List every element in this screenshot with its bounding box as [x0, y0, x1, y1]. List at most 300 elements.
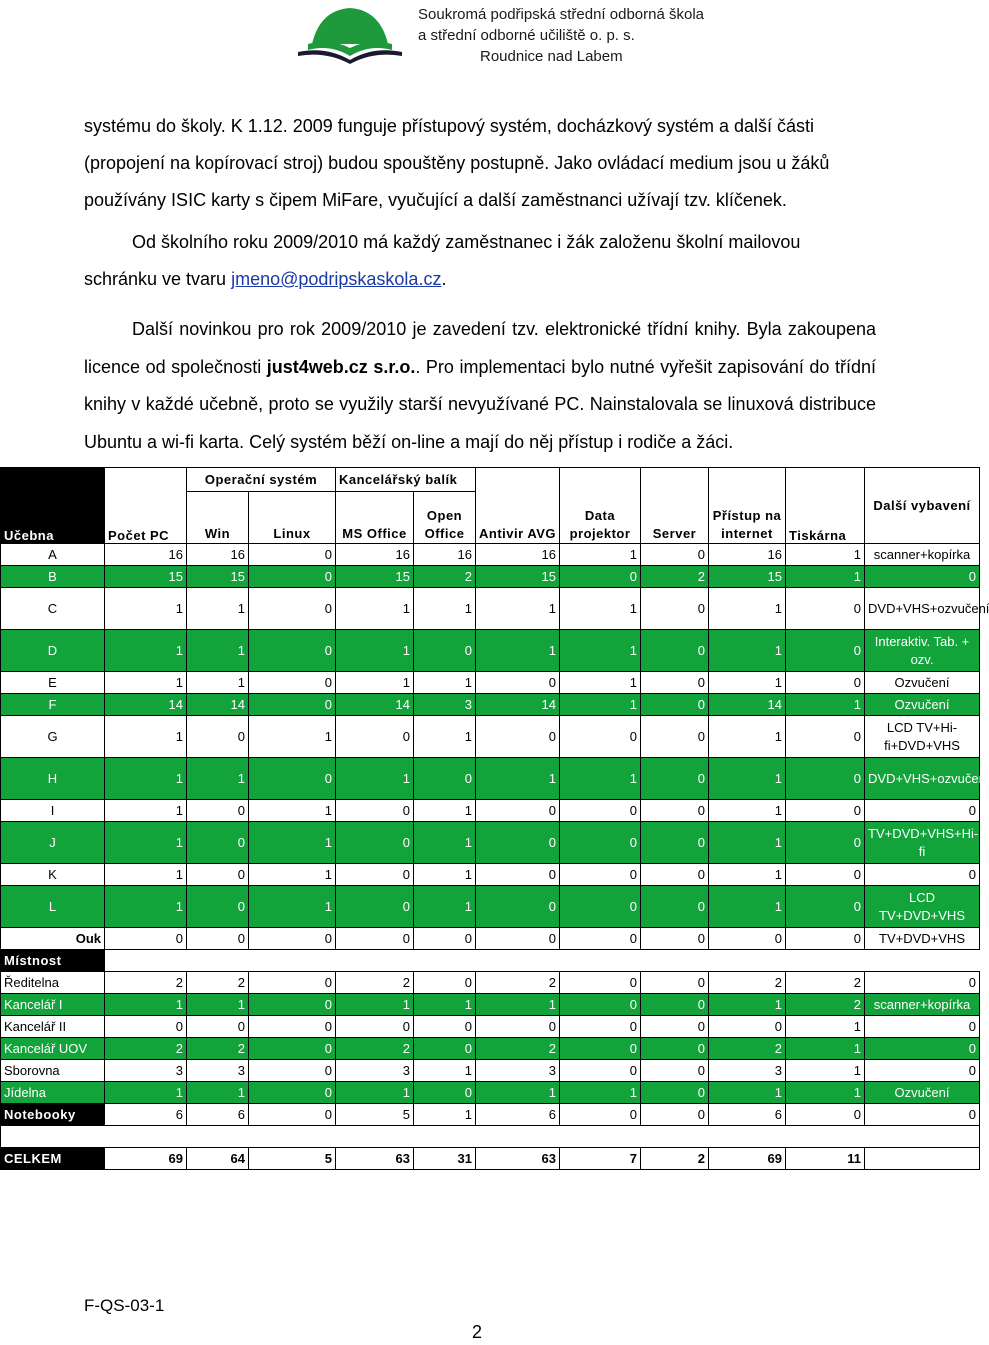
value-cell: 0	[249, 758, 336, 800]
extra-cell: 0	[865, 566, 980, 588]
extra-cell: 0	[865, 864, 980, 886]
value-cell: 0	[187, 928, 249, 950]
extra-cell: Interaktiv. Tab. + ozv.	[865, 630, 980, 672]
value-cell: 1	[786, 1038, 865, 1060]
extra-cell: Ozvučení	[865, 672, 980, 694]
value-cell: 1	[709, 630, 786, 672]
value-cell: 0	[641, 630, 709, 672]
value-cell: 0	[249, 1082, 336, 1104]
value-cell: 1	[786, 544, 865, 566]
value-cell: 1	[105, 758, 187, 800]
table-row	[1, 886, 980, 928]
value-cell: 1	[105, 886, 187, 928]
total-cell: 69	[709, 1148, 786, 1170]
room-name-cell: Jídelna	[1, 1082, 105, 1104]
value-cell: 0	[249, 1060, 336, 1082]
total-cell: 69	[105, 1148, 187, 1170]
value-cell: 0	[641, 1038, 709, 1060]
paragraph-system: systému do školy. K 1.12. 2009 funguje přístupový systém, docházkový systém a další části (propojení na kopírovací stroj) budou spouštěny postupně. Jako ovládací medium jsou u žáků používány ISIC karty s čipem MiFare, vyučující a další zaměstnanci užívají tzv. klíčenek.	[84, 116, 830, 210]
value-cell: 1	[786, 566, 865, 588]
value-cell: 0	[105, 1016, 187, 1038]
value-cell: 0	[641, 588, 709, 630]
header-internet: Přístup na internet	[709, 468, 786, 544]
value-cell: 0	[560, 716, 641, 758]
value-cell: 0	[476, 886, 560, 928]
value-cell: 0	[476, 800, 560, 822]
total-cell: 11	[786, 1148, 865, 1170]
header-printer: Tiskárna	[786, 468, 865, 544]
value-cell: 1	[709, 800, 786, 822]
header-win: Win	[187, 492, 249, 544]
value-cell: 0	[249, 630, 336, 672]
value-cell: 3	[105, 1060, 187, 1082]
value-cell: 0	[249, 928, 336, 950]
value-cell: 0	[560, 864, 641, 886]
value-cell: 14	[709, 694, 786, 716]
value-cell: 1	[709, 886, 786, 928]
header-extra: Další vybavení	[865, 468, 980, 544]
value-cell: 6	[187, 1104, 249, 1126]
value-cell: 0	[187, 864, 249, 886]
value-cell: 14	[336, 694, 414, 716]
extra-cell: TV+DVD+VHS	[865, 928, 980, 950]
value-cell: 0	[641, 822, 709, 864]
school-logo	[290, 4, 410, 64]
header-antivir: Antivir AVG	[476, 468, 560, 544]
value-cell: 0	[249, 566, 336, 588]
value-cell: 1	[786, 1060, 865, 1082]
value-cell: 6	[476, 1104, 560, 1126]
value-cell: 0	[709, 1016, 786, 1038]
value-cell: 0	[560, 1060, 641, 1082]
value-cell: 1	[249, 886, 336, 928]
value-cell: 16	[414, 544, 476, 566]
paragraph-mailbox-end: .	[441, 269, 447, 289]
extra-cell: 0	[865, 1038, 980, 1060]
value-cell: 0	[249, 972, 336, 994]
value-cell: 0	[641, 994, 709, 1016]
paragraph-mailbox	[84, 224, 876, 298]
value-cell: 0	[641, 1060, 709, 1082]
value-cell: 0	[786, 716, 865, 758]
value-cell: 0	[336, 928, 414, 950]
extra-cell: 0	[865, 1060, 980, 1082]
value-cell: 0	[786, 588, 865, 630]
notebooks-label: Notebooky	[1, 1104, 105, 1126]
value-cell: 2	[786, 972, 865, 994]
value-cell: 1	[709, 758, 786, 800]
value-cell: 0	[786, 630, 865, 672]
value-cell: 2	[336, 1038, 414, 1060]
value-cell: 0	[641, 886, 709, 928]
value-cell: 0	[786, 800, 865, 822]
value-cell: 0	[786, 928, 865, 950]
value-cell: 16	[105, 544, 187, 566]
table-row	[1, 588, 980, 630]
room-cell: E	[1, 672, 105, 694]
value-cell: 0	[249, 994, 336, 1016]
value-cell: 0	[476, 928, 560, 950]
value-cell: 0	[249, 694, 336, 716]
document-code: F-QS-03-1	[84, 1296, 165, 1315]
value-cell: 0	[414, 758, 476, 800]
value-cell: 14	[476, 694, 560, 716]
value-cell: 1	[105, 864, 187, 886]
value-cell: 1	[709, 1082, 786, 1104]
room-name-cell: Kancelář II	[1, 1016, 105, 1038]
value-cell: 1	[709, 994, 786, 1016]
total-cell: 31	[414, 1148, 476, 1170]
value-cell: 0	[641, 716, 709, 758]
value-cell: 0	[336, 800, 414, 822]
header-linux: Linux	[249, 492, 336, 544]
table-row	[1, 1038, 980, 1060]
room-cell: K	[1, 864, 105, 886]
school-name-line2: a střední odborné učiliště o. p. s.	[418, 27, 635, 44]
value-cell: 0	[560, 566, 641, 588]
value-cell: 0	[414, 630, 476, 672]
value-cell: 0	[414, 928, 476, 950]
value-cell: 1	[414, 588, 476, 630]
room-name-cell: Kancelář UOV	[1, 1038, 105, 1060]
value-cell: 1	[105, 822, 187, 864]
value-cell: 16	[709, 544, 786, 566]
header-office-group: Kancelářský balík	[336, 468, 476, 492]
value-cell: 1	[414, 716, 476, 758]
extra-cell: 0	[865, 972, 980, 994]
value-cell: 1	[786, 1016, 865, 1038]
value-cell: 0	[560, 822, 641, 864]
value-cell: 2	[105, 972, 187, 994]
value-cell: 2	[641, 566, 709, 588]
value-cell: 0	[641, 1016, 709, 1038]
value-cell: 0	[187, 822, 249, 864]
header-server: Server	[641, 468, 709, 544]
value-cell: 0	[641, 800, 709, 822]
value-cell: 1	[476, 1082, 560, 1104]
value-cell: 0	[476, 672, 560, 694]
value-cell: 0	[476, 1016, 560, 1038]
value-cell: 1	[187, 672, 249, 694]
table-row	[1, 544, 980, 566]
value-cell: 1	[187, 1082, 249, 1104]
value-cell: 0	[786, 886, 865, 928]
value-cell: 0	[786, 822, 865, 864]
value-cell: 2	[476, 972, 560, 994]
value-cell: 0	[414, 1082, 476, 1104]
room-cell: H	[1, 758, 105, 800]
table-row	[1, 716, 980, 758]
school-name-line3: Roudnice nad Labem	[480, 48, 623, 65]
value-cell: 1	[476, 630, 560, 672]
value-cell: 0	[105, 928, 187, 950]
table-row	[1, 928, 980, 950]
value-cell: 15	[476, 566, 560, 588]
table-row	[1, 972, 980, 994]
value-cell: 0	[560, 994, 641, 1016]
value-cell: 1	[336, 758, 414, 800]
total-cell: 63	[476, 1148, 560, 1170]
value-cell: 3	[187, 1060, 249, 1082]
value-cell: 1	[105, 1082, 187, 1104]
value-cell: 1	[476, 758, 560, 800]
value-cell: 1	[476, 588, 560, 630]
value-cell: 2	[105, 1038, 187, 1060]
header-pc-count: Počet PC	[105, 468, 187, 544]
value-cell: 2	[336, 972, 414, 994]
extra-cell: TV+DVD+VHS+Hi-fi	[865, 822, 980, 864]
value-cell: 0	[786, 864, 865, 886]
value-cell: 3	[709, 1060, 786, 1082]
value-cell: 2	[709, 1038, 786, 1060]
value-cell: 0	[249, 1104, 336, 1126]
value-cell: 0	[641, 972, 709, 994]
value-cell: 0	[786, 672, 865, 694]
value-cell: 0	[249, 588, 336, 630]
extra-cell: DVD+VHS+ozvučení	[865, 588, 980, 630]
value-cell: 0	[336, 864, 414, 886]
value-cell: 0	[336, 886, 414, 928]
value-cell: 1	[105, 716, 187, 758]
value-cell: 0	[476, 716, 560, 758]
value-cell: 0	[187, 716, 249, 758]
value-cell: 1	[105, 800, 187, 822]
value-cell: 0	[641, 758, 709, 800]
value-cell: 0	[641, 694, 709, 716]
table-row	[1, 822, 980, 864]
table-row	[1, 1060, 980, 1082]
value-cell: 16	[187, 544, 249, 566]
total-cell: 64	[187, 1148, 249, 1170]
room-cell: C	[1, 588, 105, 630]
value-cell: 1	[709, 672, 786, 694]
value-cell: 2	[187, 1038, 249, 1060]
extra-cell: Ozvučení	[865, 694, 980, 716]
email-link[interactable]: jmeno@podripskaskola.cz	[231, 269, 442, 289]
section-row	[1, 950, 980, 972]
value-cell: 0	[641, 864, 709, 886]
value-cell: 15	[709, 566, 786, 588]
paragraph-mailbox-text: Od školního roku 2009/2010 má každý zaměstnanec i žák založenu školní mailovou schránku ve tvaru	[84, 232, 801, 289]
equipment-table-body	[1, 544, 989, 1170]
table-row	[1, 1082, 980, 1104]
company-name: just4web.cz s.r.o.	[266, 356, 416, 377]
paragraph-class-book	[84, 311, 876, 461]
room-cell: A	[1, 544, 105, 566]
page-number: 2	[472, 1322, 483, 1342]
extra-cell: LCD TV+Hi-fi+DVD+VHS	[865, 716, 980, 758]
value-cell: 1	[560, 1082, 641, 1104]
value-cell: 0	[641, 1082, 709, 1104]
total-cell: 63	[336, 1148, 414, 1170]
table-row	[1, 672, 980, 694]
value-cell: 1	[709, 864, 786, 886]
value-cell: 0	[560, 886, 641, 928]
room-name-cell: Kancelář I	[1, 994, 105, 1016]
value-cell: 16	[336, 544, 414, 566]
room-cell: L	[1, 886, 105, 928]
value-cell: 0	[187, 886, 249, 928]
table-row	[1, 864, 980, 886]
value-cell: 6	[709, 1104, 786, 1126]
value-cell: 1	[709, 822, 786, 864]
school-name	[418, 4, 704, 67]
extra-cell: 0	[865, 1104, 980, 1126]
value-cell: 0	[249, 1038, 336, 1060]
value-cell: 6	[105, 1104, 187, 1126]
value-cell: 1	[249, 822, 336, 864]
value-cell: 0	[249, 544, 336, 566]
value-cell: 0	[560, 1104, 641, 1126]
value-cell: 1	[105, 672, 187, 694]
value-cell: 1	[336, 994, 414, 1016]
value-cell: 0	[336, 716, 414, 758]
value-cell: 1	[187, 994, 249, 1016]
value-cell: 3	[476, 1060, 560, 1082]
value-cell: 0	[187, 1016, 249, 1038]
value-cell: 1	[476, 994, 560, 1016]
room-cell: J	[1, 822, 105, 864]
value-cell: 16	[476, 544, 560, 566]
value-cell: 1	[249, 864, 336, 886]
school-name-line1: Soukromá podřipská střední odborná škola	[418, 6, 704, 23]
value-cell: 1	[414, 886, 476, 928]
section-spacer	[105, 950, 980, 972]
value-cell: 1	[414, 994, 476, 1016]
value-cell: 0	[249, 1016, 336, 1038]
value-cell: 1	[414, 672, 476, 694]
total-cell: 5	[249, 1148, 336, 1170]
value-cell: 0	[336, 822, 414, 864]
value-cell: 0	[476, 864, 560, 886]
value-cell: 0	[476, 822, 560, 864]
room-cell: G	[1, 716, 105, 758]
extra-cell: Ozvučení	[865, 1082, 980, 1104]
value-cell: 0	[414, 972, 476, 994]
value-cell: 0	[560, 1016, 641, 1038]
notebooks-row	[1, 1104, 980, 1126]
value-cell: 1	[560, 630, 641, 672]
total-label: CELKEM	[1, 1148, 105, 1170]
value-cell: 1	[336, 588, 414, 630]
room-cell: I	[1, 800, 105, 822]
extra-cell: 0	[865, 800, 980, 822]
value-cell: 2	[187, 972, 249, 994]
section-label: Místnost	[1, 950, 105, 972]
value-cell: 1	[336, 1082, 414, 1104]
total-row	[1, 1148, 980, 1170]
equipment-table	[0, 467, 989, 1170]
header-projector: Data projektor	[560, 468, 641, 544]
value-cell: 1	[336, 672, 414, 694]
header-open-office: Open Office	[414, 492, 476, 544]
value-cell: 1	[560, 694, 641, 716]
value-cell: 0	[560, 972, 641, 994]
extra-cell: scanner+kopírka	[865, 994, 980, 1016]
table-row	[1, 994, 980, 1016]
room-cell: F	[1, 694, 105, 716]
value-cell: 0	[641, 672, 709, 694]
value-cell: 1	[414, 800, 476, 822]
table-row	[1, 1016, 980, 1038]
value-cell: 0	[641, 1104, 709, 1126]
value-cell: 1	[336, 630, 414, 672]
value-cell: 2	[786, 994, 865, 1016]
value-cell: 1	[786, 694, 865, 716]
value-cell: 0	[414, 1038, 476, 1060]
value-cell: 1	[560, 588, 641, 630]
value-cell: 1	[560, 672, 641, 694]
total-cell: 2	[641, 1148, 709, 1170]
value-cell: 15	[187, 566, 249, 588]
spacer-row	[1, 1126, 980, 1148]
extra-cell: scanner+kopírka	[865, 544, 980, 566]
room-cell: D	[1, 630, 105, 672]
paragraph-class-book-rest: . Pro implementaci bylo nutné vyřešit zapisování do třídní knihy v každé učebně, proto se využily starší nevyužívané PC. Nainstalovala se linuxová distribuce Ubuntu a wi-fi karta. Celý systém běží on-line a mají do něj přístup i rodiče a žáci.	[84, 356, 876, 452]
value-cell: 2	[476, 1038, 560, 1060]
value-cell: 1	[105, 630, 187, 672]
value-cell: 1	[249, 716, 336, 758]
paragraph-class-book-text: Další novinkou pro rok 2009/2010 je zavedení tzv. elektronické třídní knihy. Byla zakoupena licence od společnosti	[84, 319, 876, 377]
spacer-cell	[1, 1126, 980, 1148]
value-cell: 1	[414, 1060, 476, 1082]
room-name-cell: Ředitelna	[1, 972, 105, 994]
value-cell: 2	[414, 566, 476, 588]
value-cell: 0	[709, 928, 786, 950]
value-cell: 0	[641, 544, 709, 566]
value-cell: 1	[709, 588, 786, 630]
value-cell: 0	[249, 672, 336, 694]
value-cell: 0	[786, 758, 865, 800]
value-cell: 1	[249, 800, 336, 822]
total-cell: 7	[560, 1148, 641, 1170]
value-cell: 14	[105, 694, 187, 716]
table-row	[1, 630, 980, 672]
room-cell: B	[1, 566, 105, 588]
header-os-group: Operační systém	[187, 468, 336, 492]
value-cell: 0	[414, 1016, 476, 1038]
value-cell: 0	[641, 928, 709, 950]
value-cell: 3	[414, 694, 476, 716]
value-cell: 1	[187, 758, 249, 800]
extra-cell: LCD TV+DVD+VHS	[865, 886, 980, 928]
table-row	[1, 694, 980, 716]
value-cell: 1	[560, 544, 641, 566]
value-cell: 0	[336, 1016, 414, 1038]
value-cell: 2	[709, 972, 786, 994]
value-cell: 0	[786, 1104, 865, 1126]
value-cell: 0	[560, 1038, 641, 1060]
value-cell: 1	[414, 1104, 476, 1126]
value-cell: 0	[560, 800, 641, 822]
table-row	[1, 566, 980, 588]
value-cell: 1	[709, 716, 786, 758]
value-cell: 15	[105, 566, 187, 588]
value-cell: 15	[336, 566, 414, 588]
value-cell: 0	[187, 800, 249, 822]
table-row	[1, 758, 980, 800]
value-cell: 5	[336, 1104, 414, 1126]
value-cell: 1	[786, 1082, 865, 1104]
value-cell: 1	[187, 630, 249, 672]
value-cell: 1	[105, 588, 187, 630]
table-row	[1, 800, 980, 822]
room-cell: Ouk	[1, 928, 105, 950]
value-cell: 1	[105, 994, 187, 1016]
total-extra-cell	[865, 1148, 980, 1170]
value-cell: 14	[187, 694, 249, 716]
value-cell: 1	[414, 864, 476, 886]
